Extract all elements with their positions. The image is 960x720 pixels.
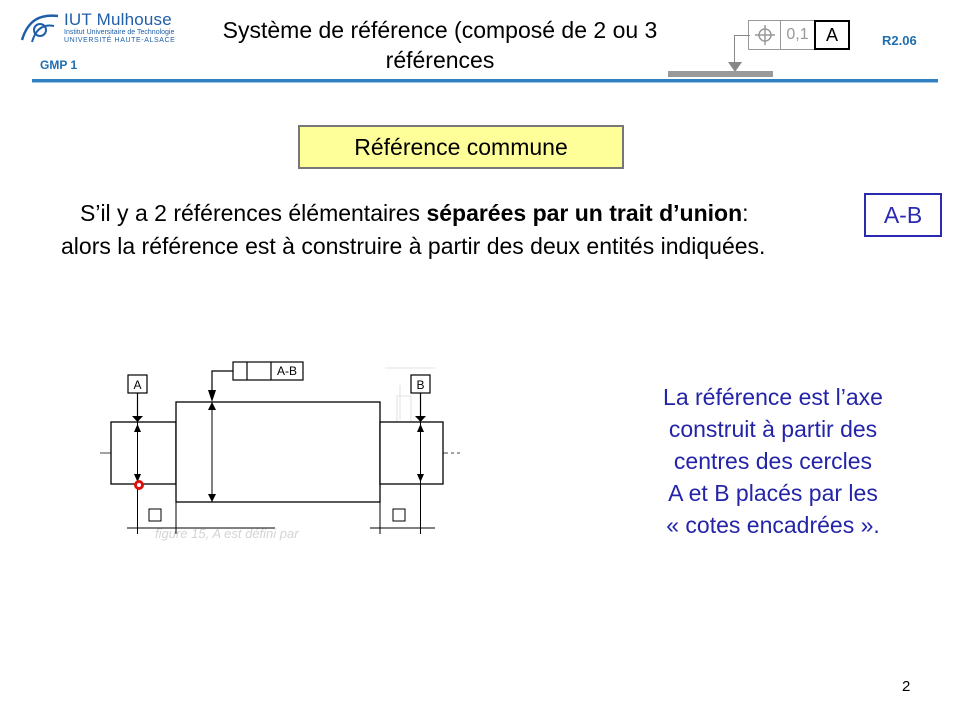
section-label: Référence commune bbox=[298, 125, 624, 169]
header-divider-shadow bbox=[32, 82, 938, 83]
tolerance-value: 0,1 bbox=[780, 20, 815, 50]
course-label: GMP 1 bbox=[40, 58, 78, 72]
faded-caption-2: figure 15, A est défini par bbox=[155, 526, 299, 541]
datum-example-box: A-B bbox=[864, 193, 942, 237]
para1-text: S’il y a 2 références élémentaires bbox=[80, 200, 427, 226]
paragraph-2: alors la référence est à construire à partir des deux entités indiquées. bbox=[61, 233, 766, 259]
para1-bold: séparées par un trait d’union bbox=[426, 200, 743, 226]
basic-dim-box-right bbox=[393, 509, 405, 521]
page-number: 2 bbox=[902, 678, 911, 695]
position-icon bbox=[748, 20, 781, 50]
datum-b-label: B bbox=[416, 378, 425, 392]
datum-surface bbox=[668, 71, 773, 77]
ab-leader bbox=[212, 371, 233, 398]
datum-letter: A bbox=[814, 20, 850, 50]
explanation-line: « cotes encadrées ». bbox=[666, 512, 880, 538]
para1-colon: : bbox=[742, 200, 749, 226]
explanation-text bbox=[632, 381, 914, 541]
ab-frame-label: A-B bbox=[276, 364, 298, 378]
shaft-drawing bbox=[95, 350, 465, 545]
explanation-line: La référence est l’axe bbox=[663, 384, 883, 410]
logo-name: IUT Mulhouse bbox=[64, 10, 172, 29]
logo-subtitle: Institut Universitaire de Technologie bbox=[64, 29, 175, 36]
explanation-line: centres des cercles bbox=[673, 448, 873, 474]
slide-title bbox=[180, 15, 700, 75]
basic-dim-box-left bbox=[149, 509, 161, 521]
datum-b-triangle bbox=[415, 416, 426, 422]
paragraph-1 bbox=[80, 200, 749, 227]
datum-a-label: A bbox=[133, 378, 142, 392]
iut-logo bbox=[18, 10, 183, 46]
explanation-line: A et B placés par les bbox=[668, 480, 878, 506]
logo-swoosh-icon bbox=[18, 10, 62, 46]
logo-university: UNIVERSITÉ HAUTE-ALSACE bbox=[64, 37, 176, 44]
datum-a-triangle bbox=[132, 416, 143, 422]
ab-arrow-icon bbox=[208, 390, 216, 402]
title-line-2: références bbox=[385, 47, 495, 73]
module-code: R2.06 bbox=[882, 33, 917, 48]
explanation-line: construit à partir des bbox=[668, 416, 878, 442]
title-line-1: Système de référence (composé de 2 ou 3 bbox=[222, 17, 658, 43]
shaft-outline bbox=[111, 402, 443, 502]
